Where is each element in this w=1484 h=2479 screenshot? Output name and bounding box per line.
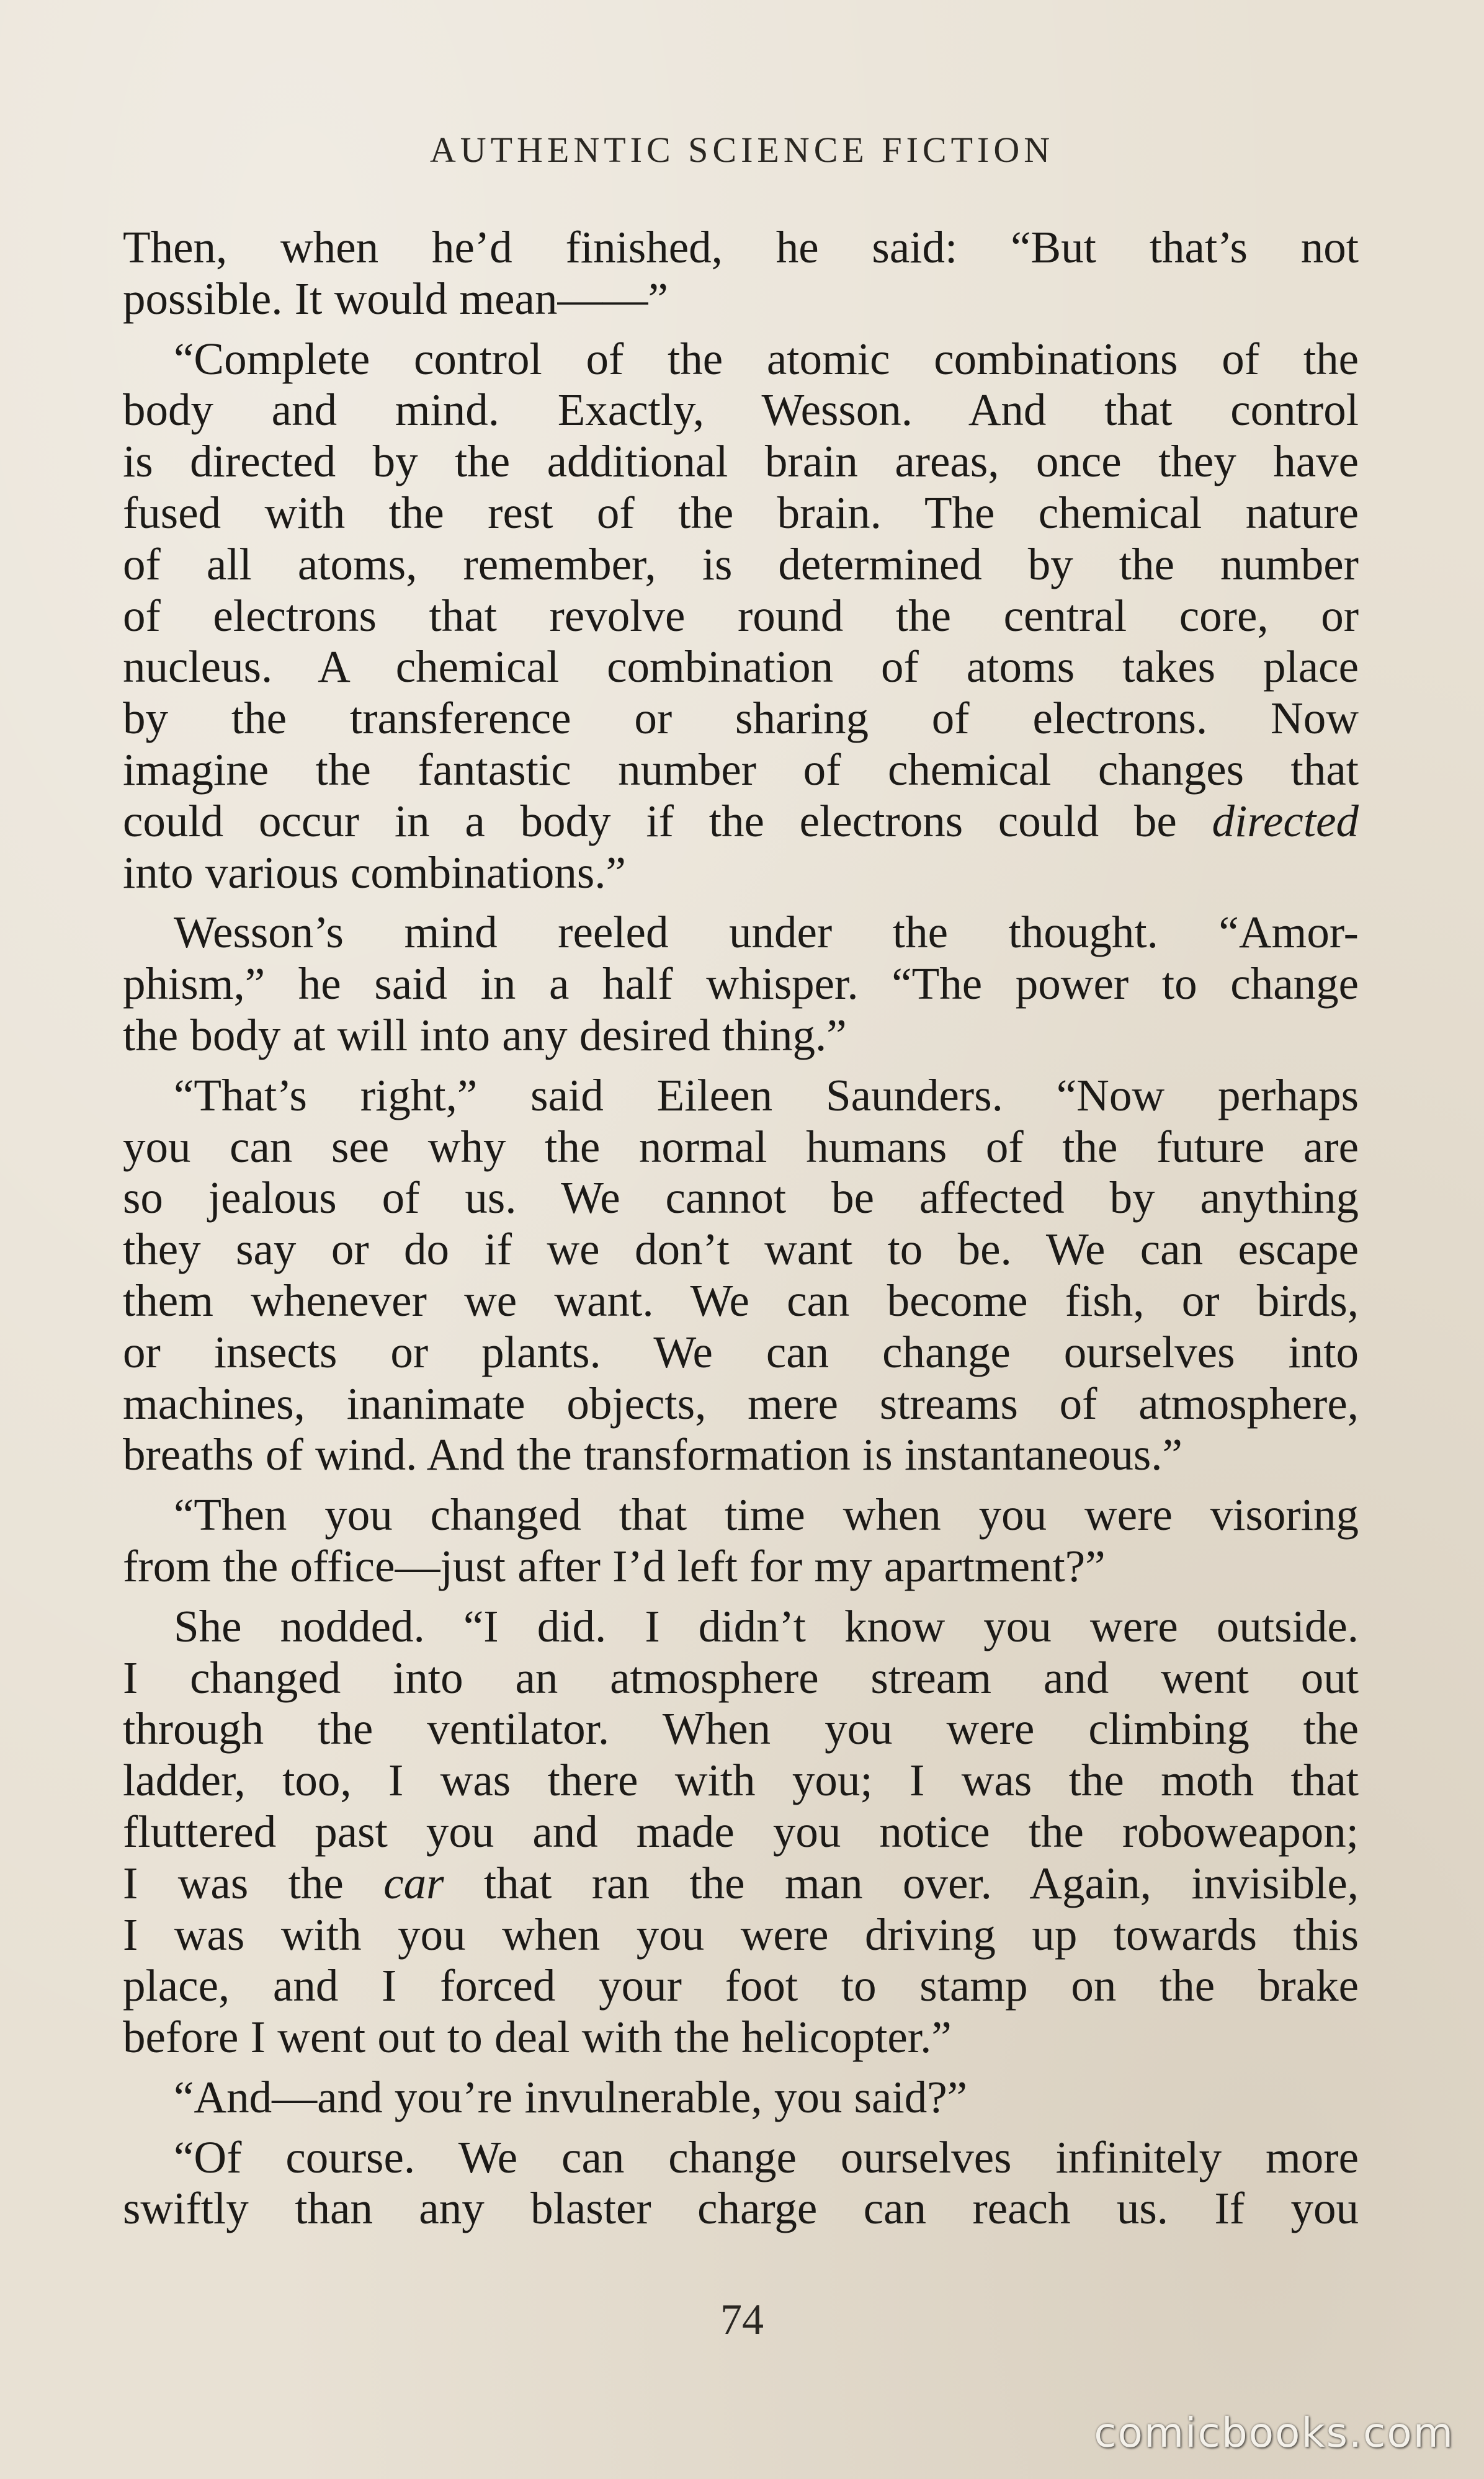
paragraph [123, 1070, 1359, 1481]
text-line: phism,” he said in a half whisper. “The power to change [123, 958, 1359, 1009]
text-line: from the office—just after I’d left for my apartment?” [123, 1540, 1106, 1591]
text-line: “Complete control of the atomic combinations of the [174, 333, 1359, 384]
text-line: swiftly than any blaster charge can reach us. If you [123, 2183, 1359, 2234]
text-line: of electrons that revolve round the central core, or [123, 590, 1359, 641]
text-line: “That’s right,” said Eileen Saunders. “Now perhaps [174, 1070, 1359, 1120]
paragraph [123, 334, 1359, 899]
text-line: fused with the rest of the brain. The chemical nature [123, 487, 1359, 538]
running-head: AUTHENTIC SCIENCE FICTION [429, 130, 1055, 170]
text-line: by the transference or sharing of electrons. Now [123, 693, 1359, 744]
text-line: I was with you when you were driving up towards this [123, 1909, 1359, 1960]
text-line: “Of course. We can change ourselves infinitely more [174, 2132, 1359, 2182]
text-line: “Then you changed that time when you were visoring [174, 1490, 1359, 1540]
text-line: into various combinations.” [123, 847, 626, 898]
watermark: comicbooks.com [1094, 2409, 1454, 2457]
paragraph [123, 907, 1359, 1061]
text-line: through the ventilator. When you were climbing the [123, 1704, 1359, 1754]
text-run: I was the [123, 1857, 384, 1908]
text-line: is directed by the additional brain areas, once they have [123, 436, 1359, 487]
text-line: of all atoms, remember, is determined by the number [123, 538, 1359, 589]
text-run: could occur in a body if the electrons could be [123, 795, 1212, 846]
text-line: ladder, too, I was there with you; I was the moth that [123, 1755, 1359, 1806]
italic-word: directed [1212, 795, 1359, 846]
text-line: they say or do if we don’t want to be. We can escape [123, 1224, 1359, 1275]
text-line: place, and I forced your foot to stamp on the brake [123, 1960, 1359, 2011]
text-line: body and mind. Exactly, Wesson. And that control [123, 385, 1359, 436]
page-number: 74 [720, 2296, 764, 2344]
text-line: imagine the fantastic number of chemical changes that [123, 744, 1359, 795]
text-line: the body at will into any desired thing.” [123, 1009, 847, 1060]
text-line [123, 1858, 1359, 1910]
italic-word: car [383, 1857, 444, 1908]
text-line: She nodded. “I did. I didn’t know you were outside. [174, 1601, 1359, 1651]
text-line: so jealous of us. We cannot be affected by anything [123, 1172, 1359, 1223]
text-line: before I went out to deal with the helicopter.” [123, 2012, 952, 2063]
paragraph [123, 222, 1359, 325]
text-line: them whenever we want. We can become fish, or birds, [123, 1275, 1359, 1326]
paragraph [123, 1490, 1359, 1592]
body-text [123, 222, 1359, 2243]
text-line: fluttered past you and made you notice the roboweapon; [123, 1806, 1359, 1857]
text-line [123, 796, 1359, 847]
text-line: I changed into an atmosphere stream and went out [123, 1652, 1359, 1703]
text-line: breaths of wind. And the transformation is instantaneous.” [123, 1429, 1182, 1480]
text-line: Wesson’s mind reeled under the thought. “Amor- [174, 907, 1359, 958]
text-line: or insects or plants. We can change ourselves into [123, 1326, 1359, 1377]
text-line: Then, when he’d finished, he said: “But that’s not [123, 222, 1359, 272]
text-line: machines, inanimate objects, mere streams of atmosphere, [123, 1378, 1359, 1429]
paragraph [123, 1601, 1359, 2063]
paragraph [123, 2132, 1359, 2235]
text-line: possible. It would mean——” [123, 273, 668, 324]
text-line: “And—and you’re invulnerable, you said?” [174, 2071, 968, 2122]
paragraph [123, 2072, 1359, 2124]
text-line: nucleus. A chemical combination of atoms takes place [123, 641, 1359, 692]
text-run: that ran the man over. Again, invisible, [444, 1857, 1359, 1908]
text-line: you can see why the normal humans of the future are [123, 1121, 1359, 1172]
